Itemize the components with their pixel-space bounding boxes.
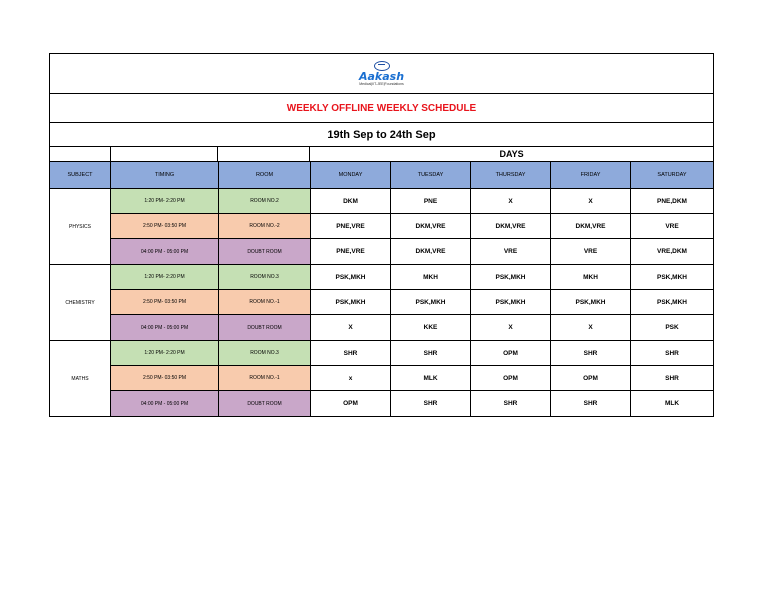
teacher-cell: MKH	[391, 265, 471, 289]
teacher-cell: PSK,MKH	[471, 290, 551, 314]
timing-cell: 04:00 PM - 05:00 PM	[111, 239, 219, 264]
table-row	[111, 290, 713, 315]
teacher-cell: X	[311, 315, 391, 340]
logo-emblem-icon	[374, 61, 390, 71]
column-header: SUBJECT	[50, 162, 111, 188]
table-row	[111, 214, 713, 239]
teacher-cell: PSK,MKH	[657, 273, 687, 281]
date-range: 19th Sep to 24th Sep	[327, 128, 436, 141]
teacher-cell: VRE,DKM	[657, 248, 687, 255]
logo-tagline: Medical|IIT-JEE|Foundations	[359, 82, 404, 86]
table-row	[111, 366, 713, 391]
teacher-cell: VRE	[665, 222, 679, 230]
schedule-title: WEEKLY OFFLINE WEEKLY SCHEDULE	[286, 102, 477, 114]
subject-label: PHYSICS	[50, 189, 111, 264]
room-cell: ROOM NO.2	[219, 189, 311, 213]
teacher-cell: PNE,DKM	[657, 197, 687, 205]
days-header: DAYS	[499, 149, 524, 159]
blank-cell	[50, 147, 111, 161]
table-row	[111, 341, 713, 366]
teacher-cell: PSK	[665, 324, 679, 331]
subject-group	[50, 341, 713, 416]
column-header-row	[50, 162, 713, 189]
column-header: FRIDAY	[551, 162, 631, 188]
teacher-cell: VRE	[471, 239, 551, 264]
teacher-cell: MLK	[391, 366, 471, 390]
teacher-cell: DKM,VRE	[471, 214, 551, 238]
subject-label: CHEMISTRY	[50, 265, 111, 340]
table-row	[111, 265, 713, 290]
teacher-cell: X	[551, 315, 631, 340]
subject-group	[50, 189, 713, 265]
blank-cell	[111, 147, 219, 161]
days-header-row	[50, 147, 713, 162]
timing-cell: 2:50 PM- 03:50 PM	[111, 290, 219, 314]
teacher-cell: X	[551, 189, 631, 213]
teacher-cell: PNE,VRE	[311, 239, 391, 264]
column-header: TIMING	[111, 162, 219, 188]
teacher-cell: X	[471, 315, 551, 340]
column-header: THURSDAY	[471, 162, 551, 188]
teacher-cell: SHR	[551, 391, 631, 416]
table-row	[111, 189, 713, 214]
timing-cell: 1:20 PM- 2:20 PM	[111, 341, 219, 365]
teacher-cell: SHR	[311, 341, 391, 365]
room-cell: ROOM NO.3	[219, 265, 311, 289]
teacher-cell: SHR	[665, 349, 679, 357]
teacher-cell: SHR	[471, 391, 551, 416]
teacher-cell: DKM,VRE	[391, 214, 471, 238]
teacher-cell: SHR	[551, 341, 631, 365]
teacher-cell: x	[311, 366, 391, 390]
teacher-cell: MLK	[664, 400, 680, 407]
teacher-cell: DKM	[311, 189, 391, 213]
teacher-cell: X	[471, 189, 551, 213]
aakash-logo	[359, 61, 404, 86]
logo-row	[50, 54, 713, 94]
teacher-cell: PNE,VRE	[311, 214, 391, 238]
date-row	[50, 123, 713, 147]
teacher-cell: OPM	[471, 341, 551, 365]
teacher-cell: PSK,MKH	[657, 298, 687, 306]
teacher-cell: VRE	[551, 239, 631, 264]
teacher-cell: PNE	[391, 189, 471, 213]
teacher-cell: PSK,MKH	[551, 290, 631, 314]
title-row	[50, 94, 713, 123]
room-cell: ROOM NO.3	[219, 341, 311, 365]
teacher-cell: SHR	[391, 391, 471, 416]
logo-name: Aakash	[358, 70, 405, 83]
room-cell: ROOM NO.-1	[219, 366, 311, 390]
column-header: MONDAY	[311, 162, 391, 188]
teacher-cell: PSK,MKH	[311, 265, 391, 289]
teacher-cell: SHR	[391, 341, 471, 365]
teacher-cell: SHR	[665, 374, 679, 382]
teacher-cell: OPM	[471, 366, 551, 390]
timing-cell: 04:00 PM - 05:00 PM	[111, 391, 219, 416]
schedule-sheet	[49, 53, 714, 417]
teacher-cell: OPM	[311, 391, 391, 416]
teacher-cell: DKM,VRE	[391, 239, 471, 264]
room-cell: DOUBT ROOM	[219, 391, 311, 416]
table-row	[111, 239, 713, 264]
timing-cell: 04:00 PM - 05:00 PM	[111, 315, 219, 340]
subject-group	[50, 265, 713, 341]
room-cell: DOUBT ROOM	[219, 315, 311, 340]
schedule-body	[50, 189, 713, 416]
timing-cell: 1:20 PM- 2:20 PM	[111, 189, 219, 213]
room-cell: ROOM NO.-1	[219, 290, 311, 314]
teacher-cell: DKM,VRE	[551, 214, 631, 238]
teacher-cell: MKH	[551, 265, 631, 289]
teacher-cell: PSK,MKH	[471, 265, 551, 289]
table-row	[111, 391, 713, 416]
teacher-cell: KKE	[391, 315, 471, 340]
column-header: TUESDAY	[391, 162, 471, 188]
teacher-cell: PSK,MKH	[311, 290, 391, 314]
teacher-cell: OPM	[551, 366, 631, 390]
room-cell: DOUBT ROOM	[219, 239, 311, 264]
column-header: ROOM	[219, 162, 311, 188]
blank-cell	[218, 147, 310, 161]
table-row	[111, 315, 713, 340]
subject-label: MATHS	[50, 341, 111, 416]
room-cell: ROOM NO.-2	[219, 214, 311, 238]
column-header: SATURDAY	[657, 172, 687, 178]
teacher-cell: PSK,MKH	[391, 290, 471, 314]
timing-cell: 2:50 PM- 03:50 PM	[111, 214, 219, 238]
timing-cell: 1:20 PM- 2:20 PM	[111, 265, 219, 289]
timing-cell: 2:50 PM- 03:50 PM	[111, 366, 219, 390]
